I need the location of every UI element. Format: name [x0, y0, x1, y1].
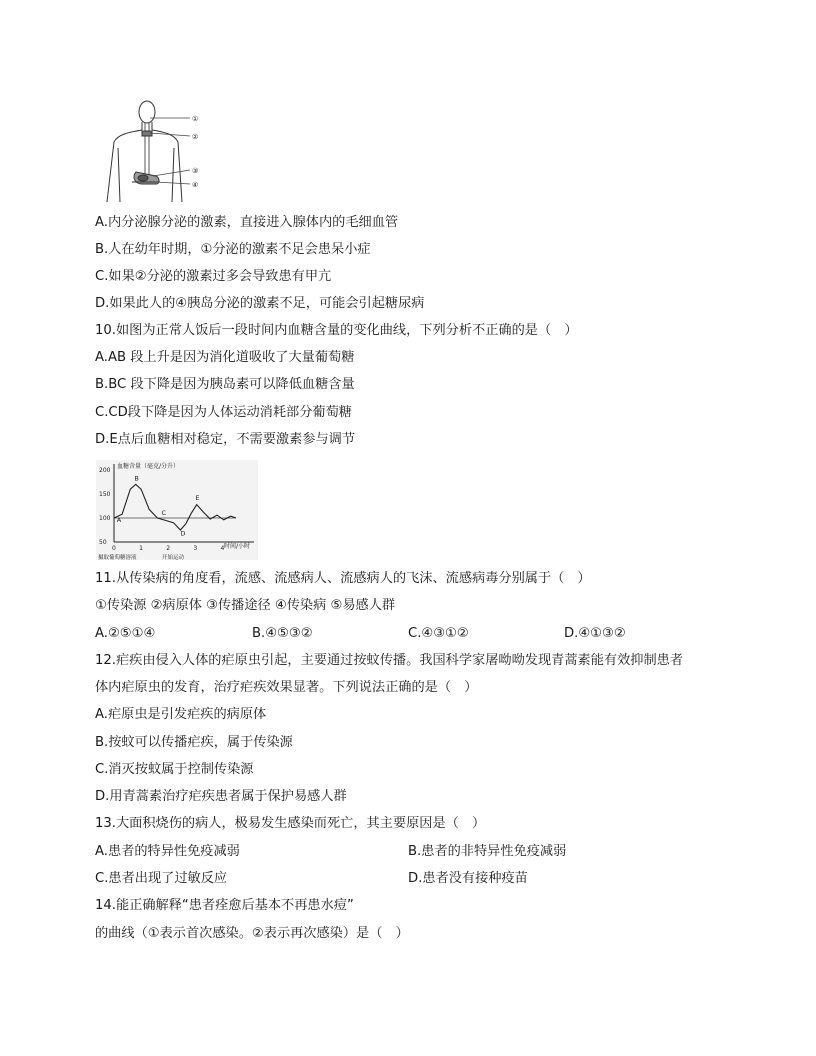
- q11-option-a: A.②⑤①④: [95, 626, 156, 641]
- q11-option-d: D.④①③②: [564, 626, 626, 641]
- human-body-outline: [98, 98, 218, 206]
- point-label-c: C: [161, 509, 166, 518]
- q12-option-d: D.用青蒿素治疗疟疾患者属于保护易感人群: [95, 789, 347, 804]
- q14-stem-line2: 的曲线（①表示首次感染。②表示再次感染）是（ ）: [95, 926, 409, 941]
- q12-stem-line2: 体内疟原虫的发育，治疗疟疾效果显著。下列说法正确的是（ ）: [95, 680, 478, 695]
- q10-stem: 10.如图为正常人饭后一段时间内血糖含量的变化曲线，下列分析不正确的是（ ）: [95, 323, 578, 338]
- x-tick-label: 2: [166, 545, 171, 552]
- point-label-b: B: [134, 474, 139, 483]
- y-axis-label: 血糖含量（毫克/分升）: [117, 463, 180, 470]
- note-glucose: 摄取葡萄糖溶液: [98, 555, 137, 560]
- q10-option-c: C.CD段下降是因为人体运动消耗部分葡萄糖: [95, 405, 352, 420]
- x-tick-label: 4: [220, 545, 225, 552]
- x-tick-label: 0: [112, 545, 116, 552]
- label-1: ①: [192, 115, 199, 123]
- q10-option-a: A.AB 段上升是因为消化道吸收了大量葡萄糖: [95, 350, 355, 365]
- x-axis-label: 时间/小时: [224, 543, 251, 550]
- x-tick-label: 3: [193, 545, 198, 552]
- q11-items: ①传染源 ②病原体 ③传播途径 ④传染病 ⑤易感人群: [95, 598, 396, 613]
- q13-option-a: A.患者的特异性免疫减弱: [95, 844, 240, 859]
- q13-option-b: B.患者的非特异性免疫减弱: [408, 844, 567, 859]
- q9-option-c: C.如果②分泌的激素过多会导致患有甲亢: [95, 269, 332, 284]
- y-tick-label: 50: [99, 539, 107, 546]
- blood-sugar-chart: [96, 460, 258, 560]
- q11-option-b: B.④⑤③②: [252, 626, 313, 641]
- label-3: ③: [192, 167, 199, 175]
- endocrine-figure: [98, 98, 218, 206]
- q12-option-b: B.按蚊可以传播疟疾，属于传染源: [95, 735, 293, 750]
- note-exercise: 开始运动: [162, 555, 185, 560]
- blood-sugar-chart-svg: [96, 460, 258, 560]
- y-tick-label: 100: [99, 515, 111, 522]
- q13-option-c: C.患者出现了过敏反应: [95, 871, 228, 886]
- q13-stem: 13.大面积烧伤的病人，极易发生感染而死亡，其主要原因是（ ）: [95, 816, 486, 831]
- q9-option-d: D.如果此人的④胰岛分泌的激素不足，可能会引起糖尿病: [95, 296, 425, 311]
- point-label-e: E: [195, 493, 200, 502]
- q12-option-c: C.消灭按蚊属于控制传染源: [95, 762, 254, 777]
- point-label-a: A: [116, 515, 122, 524]
- q14-stem-line1: 14.能正确解释“患者痊愈后基本不再患水痘”: [95, 898, 354, 913]
- q11-stem: 11.从传染病的角度看，流感、流感病人、流感病人的飞沫、流感病毒分别属于（ ）: [95, 571, 591, 586]
- point-label-d: D: [180, 529, 186, 538]
- q11-option-c: C.④③①②: [408, 626, 469, 641]
- q12-stem-line1: 12.疟疾由侵入人体的疟原虫引起，主要通过按蚊传播。我国科学家屠呦呦发现青蒿素能有效抑制患者: [95, 653, 684, 668]
- y-tick-label: 200: [99, 467, 111, 474]
- y-tick-label: 150: [99, 491, 111, 498]
- x-tick-label: 1: [139, 545, 143, 552]
- q12-option-a: A.疟原虫是引发疟疾的病原体: [95, 707, 267, 722]
- q10-option-d: D.E点后血糖相对稳定，不需要激素参与调节: [95, 432, 356, 447]
- label-4: ④: [192, 181, 199, 189]
- q10-option-b: B.BC 段下降是因为胰岛素可以降低血糖含量: [95, 377, 355, 392]
- q9-option-a: A.内分泌腺分泌的激素，直接进入腺体内的毛细血管: [95, 215, 399, 230]
- label-2: ②: [192, 133, 199, 141]
- q9-option-b: B.人在幼年时期，①分泌的激素不足会患呆小症: [95, 242, 371, 257]
- q13-option-d: D.患者没有接种疫苗: [408, 871, 528, 886]
